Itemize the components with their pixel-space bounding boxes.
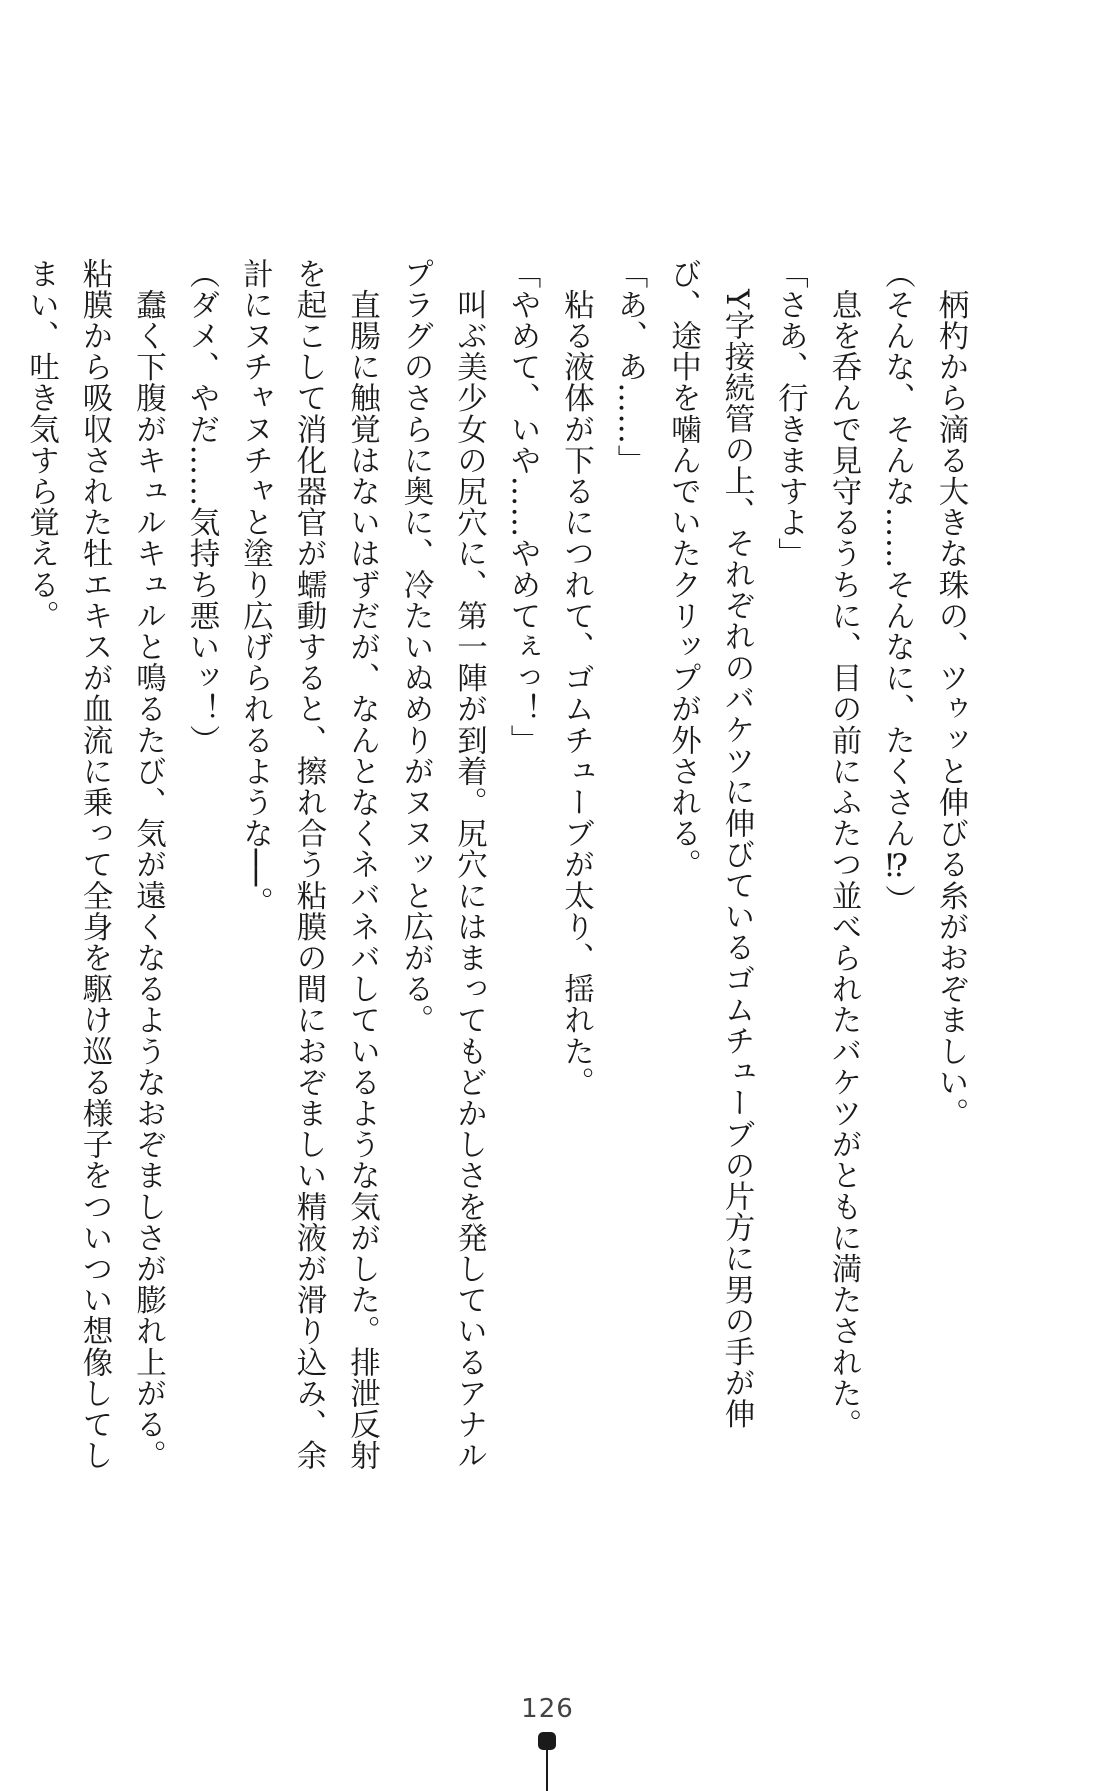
paragraph: 叫ぶ美少女の尻穴に、第一陣が到着。尻穴にはまってもどかしさを発しているアナルプラグのさらに奥に、冷たいぬめりがヌヌッと広がる。: [398, 258, 487, 1471]
vertical-text-body: [23, 258, 977, 1478]
paragraph: 息を呑んで見守るうちに、目の前にふたつ並べられたバケツがともに満たされた。: [826, 258, 861, 1440]
footer-ornament-icon: [538, 1732, 556, 1791]
footer-rule: [546, 1750, 548, 1791]
paragraph: 蠢く下腹がキュルキュルと鳴るたび、気が遠くなるようなおぞましさが膨れ上がる。粘膜から吸収された牡エキスが血流に乗って全身を駆け巡る様子をついつい想像してしまい、吐き気すら覚える。: [23, 258, 166, 1471]
footer-dot: [538, 1732, 556, 1750]
paragraph: 柄杓から滴る大きな珠の、ツゥッと伸びる糸がおぞましい。: [933, 258, 968, 1129]
paragraph: （そんな、そんな……そんなに、たくさん⁉）: [879, 258, 915, 916]
page-number: 126: [521, 1694, 574, 1724]
paragraph: （ダメ、やだ……気持ち悪いッ！）: [184, 258, 219, 756]
paragraph: 「やめて、いや……やめてぇっ！」: [505, 258, 540, 756]
paragraph: 「さあ、行きますよ」: [772, 258, 808, 569]
paragraph: 粘る液体が下るにつれて、ゴムチューブが太り、揺れた。: [558, 258, 594, 1098]
paragraph: 「あ、あ……」: [612, 258, 647, 476]
paragraph: 直腸に触覚はないはずだが、なんとなくネバネバしているような気がした。排泄反射を起こして消化器官が蠕動すると、擦れ合う粘膜の間におぞましい精液が滑り込み、余計にヌチャヌチャと塗り広げられるような──。: [237, 258, 380, 1471]
paragraph: Y字接続管の上、それぞれのバケツに伸びているゴムチューブの片方に男の手が伸び、途中を噛んでいたクリップが外される。: [665, 258, 754, 1430]
